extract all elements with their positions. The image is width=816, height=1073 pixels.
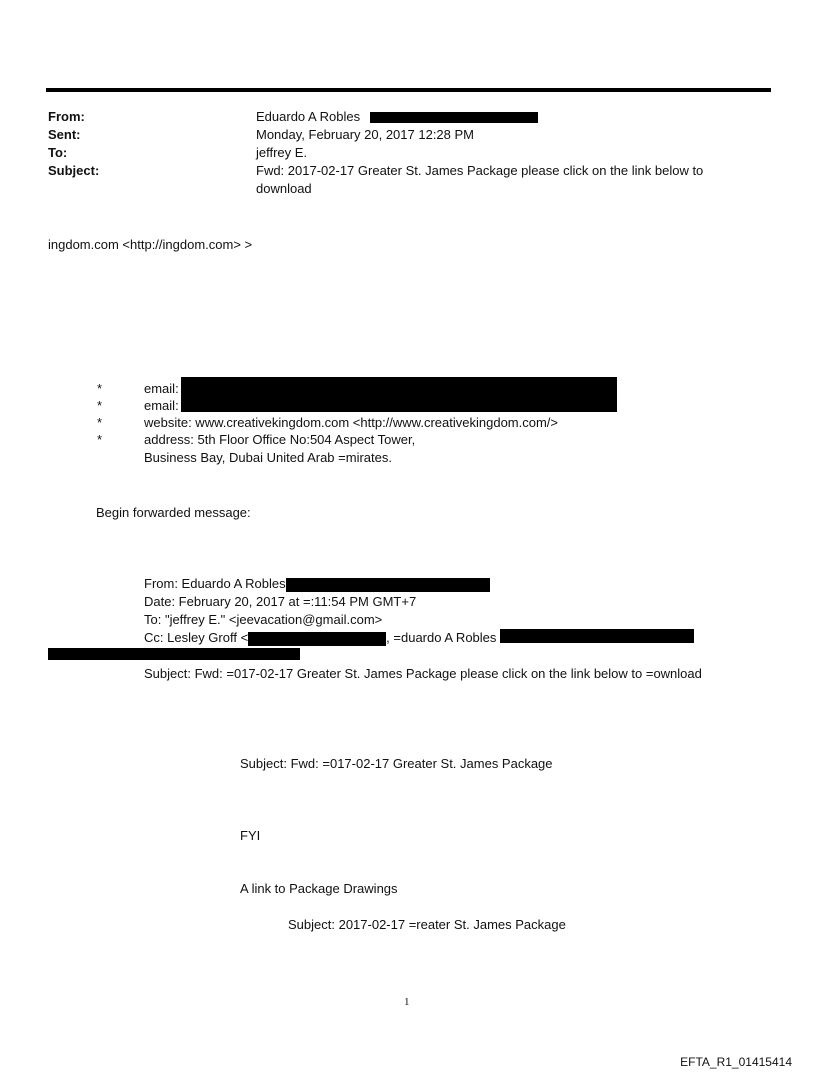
redaction-bar [48, 648, 300, 660]
fwd-date: Date: February 20, 2017 at =:11:54 PM GMT+7 [144, 594, 417, 609]
link-line: A link to Package Drawings [240, 881, 398, 896]
intro-line: ingdom.com <http://ingdom.com> > [48, 237, 253, 252]
forward-intro: Begin forwarded message: [96, 505, 251, 520]
redaction-bar [370, 112, 538, 123]
fwd-cc-prefix: Cc: Lesley Groff < [144, 630, 249, 645]
to-label: To: [48, 145, 68, 160]
page-number: 1 [404, 996, 410, 1008]
redaction-bar [248, 632, 386, 646]
bullet-symbol: * [97, 415, 103, 430]
subject-value-line2: download [256, 181, 312, 196]
fwd-from-text: From: Eduardo A Robles [144, 576, 286, 591]
fwd-cc-mid: , =duardo A Robles [386, 630, 497, 645]
subject-label: Subject: [48, 163, 100, 178]
document-id: EFTA_R1_01415414 [680, 1055, 792, 1069]
fwd-to: To: "jeffrey E." <jeevacation@gmail.com> [144, 612, 383, 627]
redaction-bar [181, 377, 617, 412]
sent-value: Monday, February 20, 2017 12:28 PM [256, 127, 474, 142]
bullet-symbol: * [97, 432, 103, 447]
from-label: From: [48, 109, 85, 124]
bullet-symbol: * [97, 381, 103, 396]
email2-label: email: [144, 398, 179, 413]
subject-value-line1: Fwd: 2017-02-17 Greater St. James Package please click on the link below to [256, 163, 704, 178]
inner-subject: Subject: 2017-02-17 =reater St. James Package [288, 917, 566, 932]
from-name: Eduardo A Robles [256, 109, 361, 124]
fyi-text: FYI [240, 828, 261, 843]
to-value: jeffrey E. [256, 145, 308, 160]
bullet-symbol: * [97, 398, 103, 413]
from-value [256, 108, 538, 126]
address-line1: address: 5th Floor Office No:504 Aspect Tower, [144, 432, 416, 447]
redaction-bar [286, 578, 490, 592]
nested-subject: Subject: Fwd: =017-02-17 Greater St. James Package [240, 756, 553, 771]
header-divider [46, 88, 771, 92]
email1-label: email: [144, 381, 179, 396]
sent-label: Sent: [48, 127, 81, 142]
fwd-subject: Subject: Fwd: =017-02-17 Greater St. James Package please click on the link below to =ownload [144, 666, 702, 681]
redaction-bar [500, 629, 694, 643]
fwd-cc [144, 629, 496, 646]
website-line: website: www.creativekingdom.com <http://www.creativekingdom.com/> [144, 415, 559, 430]
fwd-from [144, 575, 490, 592]
address-line2: Business Bay, Dubai United Arab =mirates. [144, 450, 392, 465]
